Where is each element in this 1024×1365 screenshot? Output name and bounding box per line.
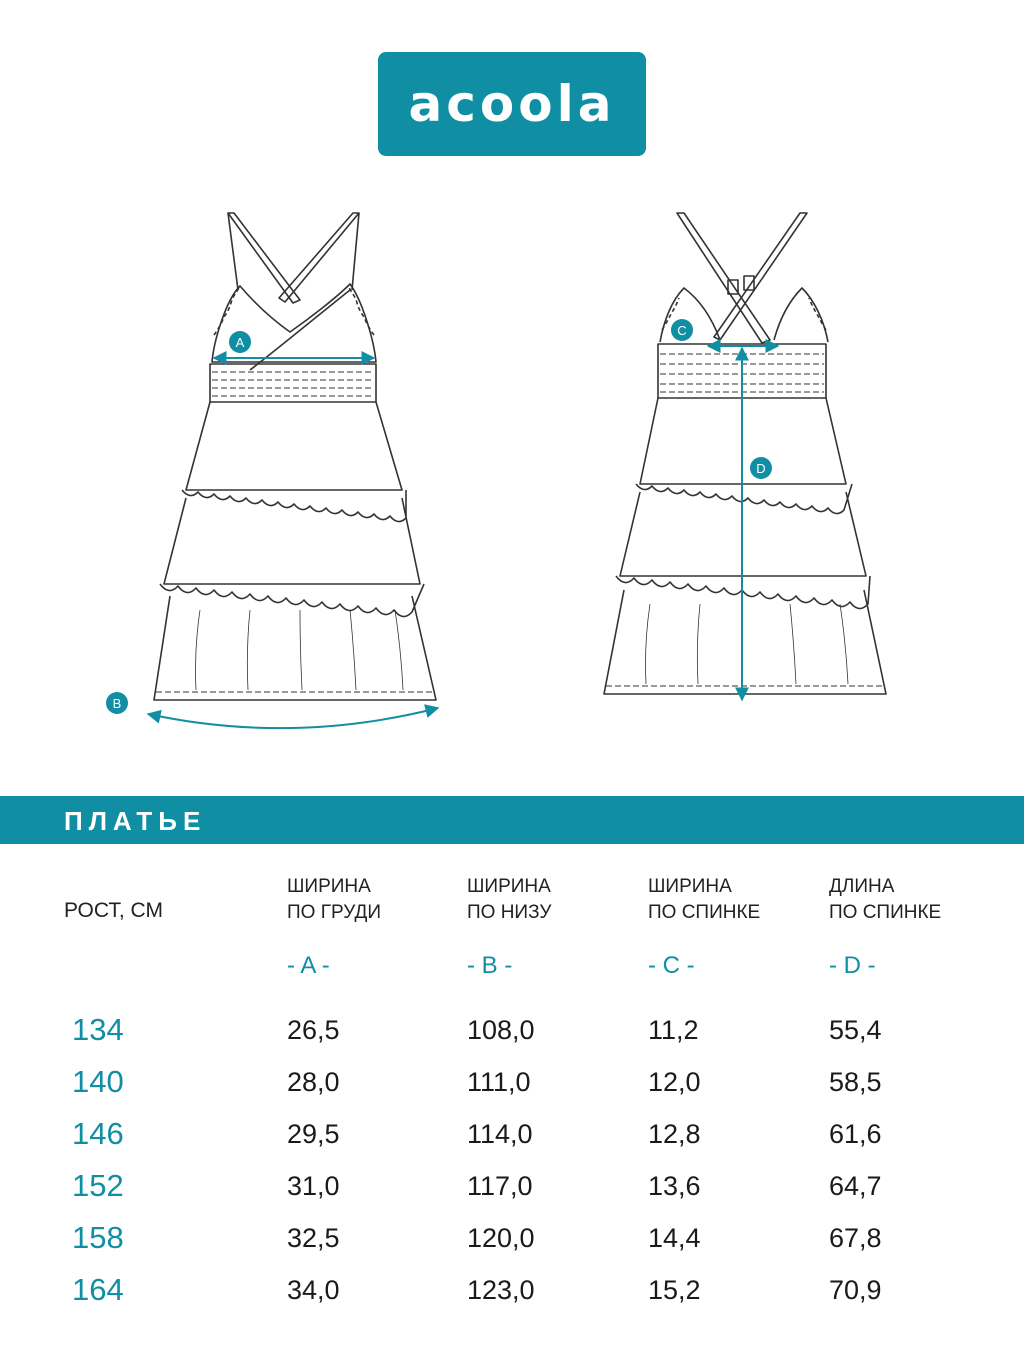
svg-text:B: B — [112, 696, 122, 711]
col-b-header-line1: ШИРИНА — [467, 876, 551, 897]
measure-line-b — [148, 708, 438, 728]
table-row — [0, 1114, 1024, 1154]
row-value-b: 111,0 — [467, 1067, 531, 1097]
row-value-a: 34,0 — [287, 1275, 340, 1305]
table-row — [0, 1166, 1024, 1206]
row-value-c: 11,2 — [648, 1015, 699, 1045]
front-tier-1 — [186, 402, 402, 490]
row-height: 140 — [72, 1064, 124, 1099]
product-title: ПЛАТЬЕ — [64, 806, 207, 836]
row-height: 164 — [72, 1272, 124, 1307]
brand-logo-text: acoola — [408, 75, 616, 133]
table-row — [0, 1062, 1024, 1102]
row-value-d: 61,6 — [829, 1119, 882, 1149]
row-value-d: 64,7 — [829, 1171, 882, 1201]
col-b-letter: - B - — [467, 952, 513, 979]
row-value-d: 67,8 — [829, 1223, 882, 1253]
svg-text:C: C — [677, 323, 687, 338]
row-value-d: 58,5 — [829, 1067, 882, 1097]
dress-back-view — [604, 213, 886, 694]
svg-text:D: D — [756, 461, 766, 476]
row-value-a: 31,0 — [287, 1171, 340, 1201]
row-value-c: 12,8 — [648, 1119, 701, 1149]
col-a-header-line2: ПО ГРУДИ — [287, 902, 381, 923]
row-value-a: 29,5 — [287, 1119, 340, 1149]
col-c-header-line2: ПО СПИНКЕ — [648, 902, 761, 923]
row-value-c: 15,2 — [648, 1275, 701, 1305]
row-value-b: 120,0 — [467, 1223, 535, 1253]
col-c-letter: - C - — [648, 952, 695, 979]
brand-logo — [378, 52, 646, 156]
col-d-header-line1: ДЛИНА — [829, 876, 895, 897]
col-a-letter: - A - — [287, 952, 330, 979]
dress-front-view — [154, 213, 436, 700]
col-d-letter: - D - — [829, 952, 876, 979]
col-d-header-line2: ПО СПИНКЕ — [829, 902, 942, 923]
row-value-c: 12,0 — [648, 1067, 701, 1097]
col-a-header-line1: ШИРИНА — [287, 876, 371, 897]
col-b-header-line2: ПО НИЗУ — [467, 902, 552, 923]
front-tier-2 — [164, 498, 420, 584]
row-value-c: 13,6 — [648, 1171, 701, 1201]
row-value-b: 117,0 — [467, 1171, 533, 1201]
table-row — [0, 1218, 1024, 1258]
row-value-b: 123,0 — [467, 1275, 535, 1305]
marker-a — [229, 331, 251, 353]
height-column-header: РОСТ, СМ — [64, 899, 163, 922]
row-value-a: 32,5 — [287, 1223, 340, 1253]
row-height: 158 — [72, 1220, 124, 1255]
col-c-header-line1: ШИРИНА — [648, 876, 732, 897]
row-height: 134 — [72, 1012, 124, 1047]
row-value-c: 14,4 — [648, 1223, 701, 1253]
row-value-d: 55,4 — [829, 1015, 882, 1045]
svg-text:A: A — [235, 335, 245, 350]
dress-technical-drawing — [0, 180, 1024, 760]
table-row — [0, 1010, 1024, 1050]
marker-d — [750, 457, 772, 479]
row-value-b: 108,0 — [467, 1015, 535, 1045]
marker-c — [671, 319, 693, 341]
row-value-d: 70,9 — [829, 1275, 882, 1305]
row-value-b: 114,0 — [467, 1119, 533, 1149]
row-value-a: 26,5 — [287, 1015, 340, 1045]
marker-b — [106, 692, 128, 714]
row-height: 146 — [72, 1116, 124, 1151]
table-row — [0, 1270, 1024, 1310]
row-value-a: 28,0 — [287, 1067, 340, 1097]
row-height: 152 — [72, 1168, 124, 1203]
